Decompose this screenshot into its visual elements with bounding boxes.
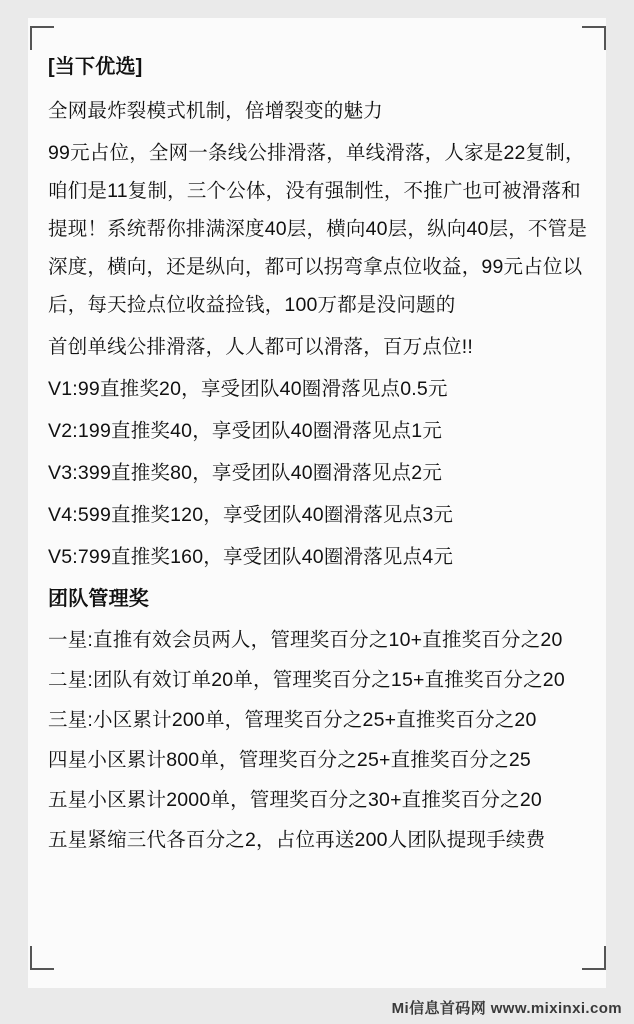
team-award-item-five-star: 五星小区累计2000单，管理奖百分之30+直推奖百分之20 <box>48 789 542 811</box>
document-paragraph-3: 首创单线公排滑落，人人都可以滑落，百万点位!! <box>48 336 473 358</box>
document-content <box>48 48 588 862</box>
level-item-v5: V5:799直推奖160，享受团队40圈滑落见点4元 <box>48 546 454 568</box>
document-title: [当下优选] <box>48 56 143 78</box>
document-paragraph-1: 全网最炸裂模式机制，倍增裂变的魅力 <box>48 100 383 122</box>
level-item-v2: V2:199直推奖40，享受团队40圈滑落见点1元 <box>48 420 443 442</box>
document-paragraph-2: 99元占位，全网一条线公排滑落，单线滑落，人家是22复制，咱们是11复制，三个公体，没有强制性，不推广也可被滑落和提现！系统帮你排满深度40层，横向40层，纵向40层，不管是深度，横向，还是纵向，都可以拐弯拿点位收益，99元占位以后，每天捡点位收益捡钱，100万都是没问题的 <box>48 142 588 316</box>
watermark-text: Mi信息首码网 <box>391 1000 487 1017</box>
level-item-v1: V1:99直推奖20，享受团队40圈滑落见点0.5元 <box>48 378 448 400</box>
watermark-url: www.mixinxi.com <box>490 1000 622 1017</box>
team-award-item-one-star: 一星:直推有效会员两人，管理奖百分之10+直推奖百分之20 <box>48 629 563 651</box>
team-award-item-four-star: 四星小区累计800单，管理奖百分之25+直推奖百分之25 <box>48 749 531 771</box>
watermark <box>392 997 622 1018</box>
team-award-item-three-star: 三星:小区累计200单，管理奖百分之25+直推奖百分之20 <box>48 709 537 731</box>
team-award-item-two-star: 二星:团队有效订单20单，管理奖百分之15+直推奖百分之20 <box>48 669 565 691</box>
level-item-v3: V3:399直推奖80，享受团队40圈滑落见点2元 <box>48 462 443 484</box>
level-item-v4: V4:599直推奖120，享受团队40圈滑落见点3元 <box>48 504 454 526</box>
team-award-heading: 团队管理奖 <box>48 588 149 610</box>
team-award-item-five-star-extra: 五星紧缩三代各百分之2，占位再送200人团队提现手续费 <box>48 829 546 851</box>
